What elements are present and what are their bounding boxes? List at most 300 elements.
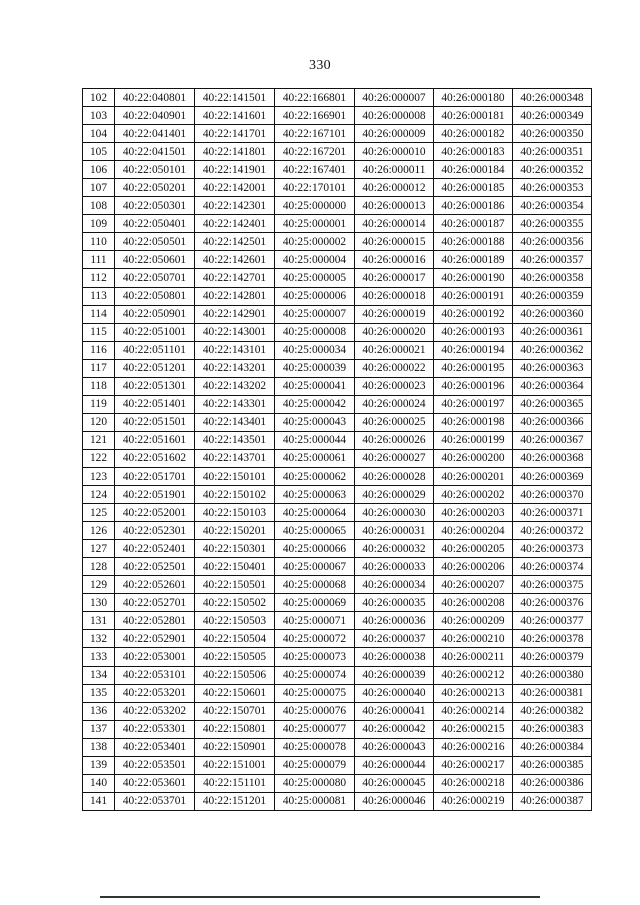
- cadastral-number-cell: 40:26:000043: [355, 738, 434, 756]
- cadastral-number-cell: 40:22:050101: [115, 161, 195, 179]
- cadastral-number-cell: 40:26:000378: [513, 630, 592, 648]
- cadastral-number-cell: 40:26:000353: [513, 179, 592, 197]
- cadastral-number-cell: 40:22:166901: [275, 107, 355, 125]
- cadastral-number-cell: 40:22:050301: [115, 197, 195, 215]
- cadastral-number-cell: 40:26:000187: [434, 215, 513, 233]
- cadastral-number-cell: 40:22:166801: [275, 89, 355, 107]
- row-number-cell: 127: [83, 540, 115, 558]
- row-number-cell: 111: [83, 251, 115, 269]
- cadastral-number-cell: 40:26:000196: [434, 377, 513, 395]
- cadastral-number-cell: 40:22:143202: [195, 377, 275, 395]
- cadastral-number-cell: 40:22:141601: [195, 107, 275, 125]
- cadastral-number-cell: 40:25:000042: [275, 395, 355, 413]
- table-row: [83, 233, 592, 251]
- cadastral-number-cell: 40:26:000212: [434, 666, 513, 684]
- cadastral-number-cell: 40:25:000065: [275, 522, 355, 540]
- cadastral-number-cell: 40:26:000201: [434, 467, 513, 485]
- cadastral-number-cell: 40:25:000067: [275, 558, 355, 576]
- cadastral-number-cell: 40:26:000215: [434, 720, 513, 738]
- cadastral-number-cell: 40:26:000035: [355, 594, 434, 612]
- cadastral-number-cell: 40:22:053601: [115, 774, 195, 792]
- cadastral-number-cell: 40:22:051602: [115, 449, 195, 467]
- cadastral-number-cell: 40:26:000021: [355, 341, 434, 359]
- row-number-cell: 140: [83, 774, 115, 792]
- cadastral-number-cell: 40:25:000004: [275, 251, 355, 269]
- cadastral-number-cell: 40:26:000217: [434, 756, 513, 774]
- cadastral-number-cell: 40:26:000195: [434, 359, 513, 377]
- row-number-cell: 125: [83, 504, 115, 522]
- row-number-cell: 115: [83, 323, 115, 341]
- cadastral-number-cell: 40:22:053001: [115, 648, 195, 666]
- cadastral-number-cell: 40:22:051901: [115, 486, 195, 504]
- cadastral-number-cell: 40:25:000068: [275, 576, 355, 594]
- cadastral-number-cell: 40:26:000350: [513, 125, 592, 143]
- cadastral-number-cell: 40:26:000383: [513, 720, 592, 738]
- row-number-cell: 108: [83, 197, 115, 215]
- table-row: [83, 143, 592, 161]
- cadastral-number-cell: 40:26:000180: [434, 89, 513, 107]
- cadastral-number-cell: 40:26:000020: [355, 323, 434, 341]
- cadastral-number-cell: 40:26:000375: [513, 576, 592, 594]
- cadastral-number-cell: 40:26:000356: [513, 233, 592, 251]
- cadastral-number-cell: 40:22:151101: [195, 774, 275, 792]
- cadastral-number-cell: 40:22:150201: [195, 522, 275, 540]
- cadastral-number-cell: 40:22:143401: [195, 413, 275, 431]
- cadastral-number-cell: 40:26:000184: [434, 161, 513, 179]
- cadastral-number-cell: 40:22:052701: [115, 594, 195, 612]
- table-row: [83, 486, 592, 504]
- cadastral-number-cell: 40:22:040801: [115, 89, 195, 107]
- cadastral-number-cell: 40:22:142501: [195, 233, 275, 251]
- cadastral-number-cell: 40:25:000063: [275, 486, 355, 504]
- table-row: [83, 504, 592, 522]
- cadastral-number-cell: 40:22:150506: [195, 666, 275, 684]
- cadastral-number-cell: 40:25:000081: [275, 792, 355, 810]
- cadastral-number-cell: 40:25:000076: [275, 702, 355, 720]
- row-number-cell: 133: [83, 648, 115, 666]
- cadastral-number-cell: 40:26:000045: [355, 774, 434, 792]
- cadastral-number-cell: 40:22:041501: [115, 143, 195, 161]
- cadastral-number-cell: 40:22:051201: [115, 359, 195, 377]
- cadastral-number-cell: 40:26:000207: [434, 576, 513, 594]
- cadastral-number-cell: 40:22:167201: [275, 143, 355, 161]
- cadastral-number-cell: 40:22:151201: [195, 792, 275, 810]
- cadastral-number-cell: 40:26:000040: [355, 684, 434, 702]
- cadastral-number-cell: 40:22:051501: [115, 413, 195, 431]
- table-row: [83, 666, 592, 684]
- cadastral-number-cell: 40:26:000211: [434, 648, 513, 666]
- cadastral-table-container: [82, 88, 592, 811]
- table-row: [83, 89, 592, 107]
- cadastral-number-cell: 40:26:000185: [434, 179, 513, 197]
- cadastral-number-cell: 40:26:000191: [434, 287, 513, 305]
- row-number-cell: 105: [83, 143, 115, 161]
- cadastral-number-cell: 40:26:000189: [434, 251, 513, 269]
- row-number-cell: 123: [83, 467, 115, 485]
- table-row: [83, 540, 592, 558]
- cadastral-number-cell: 40:26:000387: [513, 792, 592, 810]
- cadastral-number-cell: 40:26:000367: [513, 431, 592, 449]
- cadastral-number-cell: 40:26:000218: [434, 774, 513, 792]
- cadastral-number-cell: 40:22:052301: [115, 522, 195, 540]
- cadastral-number-cell: 40:26:000025: [355, 413, 434, 431]
- cadastral-number-cell: 40:26:000373: [513, 540, 592, 558]
- cadastral-number-cell: 40:26:000039: [355, 666, 434, 684]
- cadastral-number-cell: 40:22:052001: [115, 504, 195, 522]
- row-number-cell: 118: [83, 377, 115, 395]
- table-row: [83, 467, 592, 485]
- cadastral-number-cell: 40:22:141501: [195, 89, 275, 107]
- cadastral-number-cell: 40:22:053401: [115, 738, 195, 756]
- cadastral-number-cell: 40:26:000023: [355, 377, 434, 395]
- row-number-cell: 122: [83, 449, 115, 467]
- cadastral-number-cell: 40:25:000043: [275, 413, 355, 431]
- cadastral-number-cell: 40:26:000379: [513, 648, 592, 666]
- cadastral-number-cell: 40:26:000364: [513, 377, 592, 395]
- cadastral-number-cell: 40:22:143701: [195, 449, 275, 467]
- row-number-cell: 121: [83, 431, 115, 449]
- cadastral-number-cell: 40:26:000192: [434, 305, 513, 323]
- cadastral-number-cell: 40:22:142601: [195, 251, 275, 269]
- cadastral-number-cell: 40:22:050201: [115, 179, 195, 197]
- cadastral-number-cell: 40:26:000352: [513, 161, 592, 179]
- cadastral-number-cell: 40:22:053501: [115, 756, 195, 774]
- cadastral-number-cell: 40:25:000074: [275, 666, 355, 684]
- row-number-cell: 120: [83, 413, 115, 431]
- cadastral-number-cell: 40:26:000205: [434, 540, 513, 558]
- table-row: [83, 431, 592, 449]
- cadastral-number-cell: 40:25:000061: [275, 449, 355, 467]
- cadastral-number-cell: 40:26:000041: [355, 702, 434, 720]
- cadastral-number-cell: 40:26:000348: [513, 89, 592, 107]
- cadastral-number-cell: 40:26:000349: [513, 107, 592, 125]
- row-number-cell: 124: [83, 486, 115, 504]
- cadastral-number-cell: 40:22:052601: [115, 576, 195, 594]
- cadastral-number-cell: 40:26:000024: [355, 395, 434, 413]
- cadastral-number-cell: 40:22:050901: [115, 305, 195, 323]
- cadastral-number-cell: 40:22:141801: [195, 143, 275, 161]
- cadastral-number-cell: 40:26:000188: [434, 233, 513, 251]
- row-number-cell: 113: [83, 287, 115, 305]
- row-number-cell: 106: [83, 161, 115, 179]
- cadastral-number-cell: 40:22:150103: [195, 504, 275, 522]
- cadastral-number-cell: 40:26:000361: [513, 323, 592, 341]
- cadastral-number-cell: 40:26:000030: [355, 504, 434, 522]
- cadastral-table: [82, 88, 592, 811]
- cadastral-number-cell: 40:26:000371: [513, 504, 592, 522]
- cadastral-number-cell: 40:26:000359: [513, 287, 592, 305]
- cadastral-number-cell: 40:26:000360: [513, 305, 592, 323]
- cadastral-number-cell: 40:26:000042: [355, 720, 434, 738]
- cadastral-number-cell: 40:22:150401: [195, 558, 275, 576]
- cadastral-number-cell: 40:22:142301: [195, 197, 275, 215]
- cadastral-number-cell: 40:26:000044: [355, 756, 434, 774]
- table-row: [83, 251, 592, 269]
- cadastral-number-cell: 40:22:143001: [195, 323, 275, 341]
- table-row: [83, 395, 592, 413]
- cadastral-number-cell: 40:26:000206: [434, 558, 513, 576]
- cadastral-number-cell: 40:26:000372: [513, 522, 592, 540]
- row-number-cell: 138: [83, 738, 115, 756]
- cadastral-number-cell: 40:26:000182: [434, 125, 513, 143]
- cadastral-number-cell: 40:25:000080: [275, 774, 355, 792]
- row-number-cell: 132: [83, 630, 115, 648]
- row-number-cell: 109: [83, 215, 115, 233]
- cadastral-number-cell: 40:22:150101: [195, 467, 275, 485]
- cadastral-number-cell: 40:22:142001: [195, 179, 275, 197]
- cadastral-number-cell: 40:26:000181: [434, 107, 513, 125]
- cadastral-number-cell: 40:26:000017: [355, 269, 434, 287]
- cadastral-number-cell: 40:26:000351: [513, 143, 592, 161]
- cadastral-number-cell: 40:25:000005: [275, 269, 355, 287]
- cadastral-number-cell: 40:25:000072: [275, 630, 355, 648]
- row-number-cell: 141: [83, 792, 115, 810]
- cadastral-number-cell: 40:26:000210: [434, 630, 513, 648]
- cadastral-number-cell: 40:26:000354: [513, 197, 592, 215]
- cadastral-number-cell: 40:26:000037: [355, 630, 434, 648]
- cadastral-number-cell: 40:26:000029: [355, 486, 434, 504]
- cadastral-number-cell: 40:22:051101: [115, 341, 195, 359]
- cadastral-number-cell: 40:25:000039: [275, 359, 355, 377]
- row-number-cell: 128: [83, 558, 115, 576]
- table-row: [83, 648, 592, 666]
- cadastral-number-cell: 40:26:000007: [355, 89, 434, 107]
- table-row: [83, 612, 592, 630]
- cadastral-number-cell: 40:22:050801: [115, 287, 195, 305]
- cadastral-number-cell: 40:26:000036: [355, 612, 434, 630]
- cadastral-number-cell: 40:26:000368: [513, 449, 592, 467]
- cadastral-number-cell: 40:22:052801: [115, 612, 195, 630]
- table-row: [83, 630, 592, 648]
- row-number-cell: 114: [83, 305, 115, 323]
- cadastral-number-cell: 40:26:000357: [513, 251, 592, 269]
- table-row: [83, 774, 592, 792]
- cadastral-number-cell: 40:26:000186: [434, 197, 513, 215]
- table-row: [83, 377, 592, 395]
- table-row: [83, 161, 592, 179]
- cadastral-number-cell: 40:22:052901: [115, 630, 195, 648]
- row-number-cell: 129: [83, 576, 115, 594]
- cadastral-number-cell: 40:26:000374: [513, 558, 592, 576]
- cadastral-number-cell: 40:25:000008: [275, 323, 355, 341]
- row-number-cell: 126: [83, 522, 115, 540]
- cadastral-number-cell: 40:22:143301: [195, 395, 275, 413]
- row-number-cell: 135: [83, 684, 115, 702]
- cadastral-number-cell: 40:25:000078: [275, 738, 355, 756]
- table-row: [83, 215, 592, 233]
- cadastral-number-cell: 40:25:000001: [275, 215, 355, 233]
- table-row: [83, 269, 592, 287]
- table-row: [83, 558, 592, 576]
- cadastral-number-cell: 40:22:150503: [195, 612, 275, 630]
- cadastral-number-cell: 40:22:052501: [115, 558, 195, 576]
- cadastral-number-cell: 40:25:000044: [275, 431, 355, 449]
- table-row: [83, 720, 592, 738]
- cadastral-number-cell: 40:22:167101: [275, 125, 355, 143]
- row-number-cell: 112: [83, 269, 115, 287]
- table-row: [83, 197, 592, 215]
- row-number-cell: 137: [83, 720, 115, 738]
- cadastral-number-cell: 40:26:000381: [513, 684, 592, 702]
- cadastral-number-cell: 40:26:000355: [513, 215, 592, 233]
- cadastral-number-cell: 40:26:000369: [513, 467, 592, 485]
- cadastral-number-cell: 40:22:051301: [115, 377, 195, 395]
- cadastral-number-cell: 40:22:150801: [195, 720, 275, 738]
- cadastral-number-cell: 40:26:000213: [434, 684, 513, 702]
- cadastral-number-cell: 40:26:000377: [513, 612, 592, 630]
- table-row: [83, 305, 592, 323]
- cadastral-number-cell: 40:22:050701: [115, 269, 195, 287]
- cadastral-number-cell: 40:25:000006: [275, 287, 355, 305]
- cadastral-number-cell: 40:26:000019: [355, 305, 434, 323]
- cadastral-number-cell: 40:25:000079: [275, 756, 355, 774]
- cadastral-number-cell: 40:26:000216: [434, 738, 513, 756]
- cadastral-number-cell: 40:26:000183: [434, 143, 513, 161]
- cadastral-number-cell: 40:22:053101: [115, 666, 195, 684]
- cadastral-number-cell: 40:26:000382: [513, 702, 592, 720]
- row-number-cell: 117: [83, 359, 115, 377]
- cadastral-number-cell: 40:26:000366: [513, 413, 592, 431]
- cadastral-number-cell: 40:25:000069: [275, 594, 355, 612]
- table-row: [83, 594, 592, 612]
- row-number-cell: 136: [83, 702, 115, 720]
- cadastral-number-cell: 40:26:000219: [434, 792, 513, 810]
- cadastral-number-cell: 40:25:000077: [275, 720, 355, 738]
- cadastral-number-cell: 40:26:000031: [355, 522, 434, 540]
- cadastral-number-cell: 40:22:051401: [115, 395, 195, 413]
- cadastral-number-cell: 40:26:000015: [355, 233, 434, 251]
- row-number-cell: 134: [83, 666, 115, 684]
- cadastral-number-cell: 40:22:150502: [195, 594, 275, 612]
- cadastral-number-cell: 40:22:041401: [115, 125, 195, 143]
- cadastral-number-cell: 40:22:142401: [195, 215, 275, 233]
- cadastral-number-cell: 40:22:052401: [115, 540, 195, 558]
- row-number-cell: 107: [83, 179, 115, 197]
- cadastral-number-cell: 40:22:150501: [195, 576, 275, 594]
- cadastral-number-cell: 40:22:053201: [115, 684, 195, 702]
- cadastral-number-cell: 40:22:142801: [195, 287, 275, 305]
- cadastral-number-cell: 40:22:150504: [195, 630, 275, 648]
- cadastral-number-cell: 40:26:000203: [434, 504, 513, 522]
- cadastral-number-cell: 40:26:000384: [513, 738, 592, 756]
- table-row: [83, 756, 592, 774]
- cadastral-number-cell: 40:26:000200: [434, 449, 513, 467]
- table-row: [83, 702, 592, 720]
- row-number-cell: 102: [83, 89, 115, 107]
- cadastral-number-cell: 40:22:150901: [195, 738, 275, 756]
- cadastral-number-cell: 40:26:000033: [355, 558, 434, 576]
- table-row: [83, 287, 592, 305]
- table-row: [83, 413, 592, 431]
- cadastral-number-cell: 40:22:141901: [195, 161, 275, 179]
- cadastral-number-cell: 40:26:000202: [434, 486, 513, 504]
- cadastral-number-cell: 40:26:000013: [355, 197, 434, 215]
- cadastral-number-cell: 40:22:051601: [115, 431, 195, 449]
- table-row: [83, 179, 592, 197]
- cadastral-number-cell: 40:26:000380: [513, 666, 592, 684]
- table-row: [83, 449, 592, 467]
- cadastral-number-cell: 40:26:000365: [513, 395, 592, 413]
- cadastral-number-cell: 40:25:000066: [275, 540, 355, 558]
- cadastral-number-cell: 40:25:000073: [275, 648, 355, 666]
- cadastral-number-cell: 40:22:142901: [195, 305, 275, 323]
- table-row: [83, 359, 592, 377]
- page-number: 330: [309, 58, 331, 73]
- cadastral-number-cell: 40:26:000028: [355, 467, 434, 485]
- cadastral-number-cell: 40:22:141701: [195, 125, 275, 143]
- row-number-cell: 103: [83, 107, 115, 125]
- cadastral-number-cell: 40:26:000038: [355, 648, 434, 666]
- cadastral-number-cell: 40:25:000034: [275, 341, 355, 359]
- cadastral-number-cell: 40:26:000208: [434, 594, 513, 612]
- cadastral-number-cell: 40:26:000012: [355, 179, 434, 197]
- cadastral-number-cell: 40:26:000385: [513, 756, 592, 774]
- cadastral-number-cell: 40:25:000007: [275, 305, 355, 323]
- cadastral-number-cell: 40:22:051701: [115, 467, 195, 485]
- table-row: [83, 125, 592, 143]
- cadastral-number-cell: 40:22:053202: [115, 702, 195, 720]
- cadastral-number-cell: 40:26:000010: [355, 143, 434, 161]
- cadastral-number-cell: 40:26:000009: [355, 125, 434, 143]
- table-row: [83, 576, 592, 594]
- cadastral-number-cell: 40:26:000362: [513, 341, 592, 359]
- table-row: [83, 684, 592, 702]
- row-number-cell: 130: [83, 594, 115, 612]
- cadastral-number-cell: 40:22:150301: [195, 540, 275, 558]
- cadastral-number-cell: 40:26:000008: [355, 107, 434, 125]
- cadastral-number-cell: 40:22:150701: [195, 702, 275, 720]
- row-number-cell: 110: [83, 233, 115, 251]
- table-body: [83, 89, 592, 811]
- cadastral-number-cell: 40:26:000022: [355, 359, 434, 377]
- cadastral-number-cell: 40:22:051001: [115, 323, 195, 341]
- row-number-cell: 116: [83, 341, 115, 359]
- cadastral-number-cell: 40:26:000026: [355, 431, 434, 449]
- cadastral-number-cell: 40:22:050501: [115, 233, 195, 251]
- cadastral-number-cell: 40:26:000034: [355, 576, 434, 594]
- cadastral-number-cell: 40:26:000193: [434, 323, 513, 341]
- cadastral-number-cell: 40:26:000027: [355, 449, 434, 467]
- cadastral-number-cell: 40:22:050601: [115, 251, 195, 269]
- table-row: [83, 522, 592, 540]
- cadastral-number-cell: 40:26:000016: [355, 251, 434, 269]
- table-row: [83, 738, 592, 756]
- cadastral-number-cell: 40:22:150601: [195, 684, 275, 702]
- cadastral-number-cell: 40:26:000199: [434, 431, 513, 449]
- table-row: [83, 107, 592, 125]
- cadastral-number-cell: 40:22:040901: [115, 107, 195, 125]
- cadastral-number-cell: 40:25:000002: [275, 233, 355, 251]
- cadastral-number-cell: 40:26:000358: [513, 269, 592, 287]
- cadastral-number-cell: 40:25:000071: [275, 612, 355, 630]
- cadastral-number-cell: 40:22:151001: [195, 756, 275, 774]
- cadastral-number-cell: 40:26:000190: [434, 269, 513, 287]
- cadastral-number-cell: 40:26:000032: [355, 540, 434, 558]
- row-number-cell: 119: [83, 395, 115, 413]
- table-row: [83, 341, 592, 359]
- page-bottom-edge: [100, 896, 540, 898]
- cadastral-number-cell: 40:26:000198: [434, 413, 513, 431]
- table-row: [83, 792, 592, 810]
- cadastral-number-cell: 40:22:142701: [195, 269, 275, 287]
- cadastral-number-cell: 40:22:150505: [195, 648, 275, 666]
- cadastral-number-cell: 40:26:000370: [513, 486, 592, 504]
- cadastral-number-cell: 40:26:000214: [434, 702, 513, 720]
- cadastral-number-cell: 40:22:053701: [115, 792, 195, 810]
- cadastral-number-cell: 40:25:000075: [275, 684, 355, 702]
- cadastral-number-cell: 40:22:170101: [275, 179, 355, 197]
- cadastral-number-cell: 40:25:000064: [275, 504, 355, 522]
